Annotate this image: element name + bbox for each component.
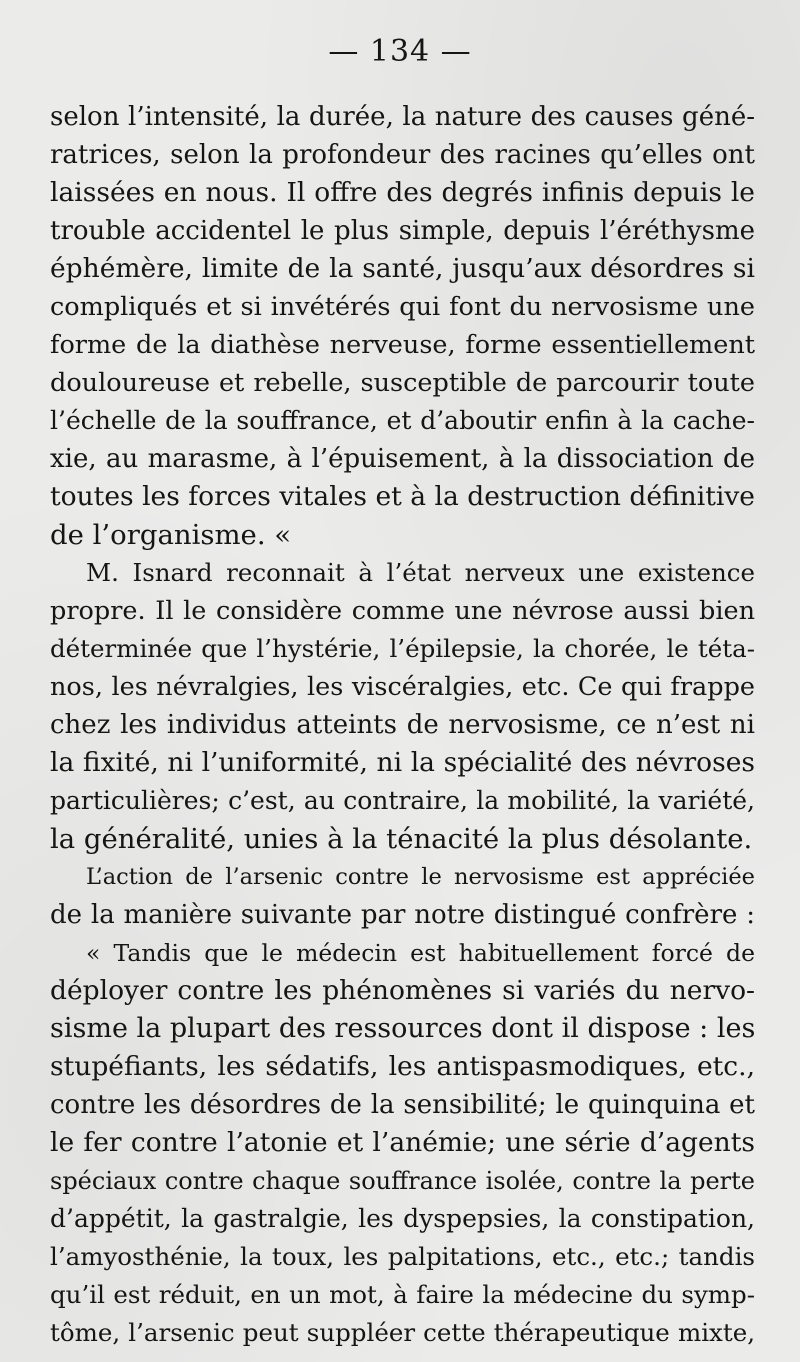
text-line: M. Isnard reconnait à l’état nerveux une existence bbox=[86, 558, 755, 587]
text-line: de l’organisme. « bbox=[50, 519, 292, 551]
text-line: le fer contre l’atonie et l’anémie; une série d’agents bbox=[50, 1127, 755, 1158]
text-line: la fixité, ni l’uniformité, ni la spécialité des névroses bbox=[50, 747, 755, 778]
text-line: douloureuse et rebelle, susceptible de parcourir toute bbox=[50, 368, 755, 398]
text-line: selon l’intensité, la durée, la nature des causes géné- bbox=[50, 102, 755, 132]
text-line: la généralité, unies à la ténacité la plus désolante. bbox=[50, 823, 753, 855]
text-line: sisme la plupart des ressources dont il dispose : les bbox=[50, 1013, 756, 1044]
text-line: ratrices, selon la profondeur des racines qu’elles ont bbox=[50, 140, 755, 170]
body-text bbox=[50, 98, 755, 1352]
text-line: trouble accidentel le plus simple, depuis l’éréthysme bbox=[50, 216, 755, 246]
text-line: « Tandis que le médecin est habituellement forcé de bbox=[86, 939, 755, 967]
text-line: d’appétit, la gastralgie, les dyspepsies, la constipation, bbox=[50, 1204, 755, 1233]
text-line: propre. Il le considère comme une névrose aussi bien bbox=[50, 596, 755, 626]
text-line: déterminée que l’hystérie, l’épilepsie, la chorée, le téta- bbox=[50, 634, 755, 663]
text-line: déployer contre les phénomènes si variés du nervo- bbox=[50, 975, 755, 1006]
text-line: chez les individus atteints de nervosisme, ce n’est ni bbox=[50, 710, 755, 740]
text-line: laissées en nous. Il offre des degrés infinis depuis le bbox=[50, 177, 755, 208]
page-number: — 134 — bbox=[328, 34, 472, 69]
text-line: stupéfiants, les sédatifs, les antispasmodiques, etc., bbox=[50, 1051, 755, 1082]
text-line: qu’il est réduit, en un mot, à faire la médecine du symp- bbox=[50, 1280, 755, 1309]
text-line: compliqués et si invétérés qui font du nervosisme une bbox=[50, 292, 755, 322]
text-line: xie, au marasme, à l’épuisement, à la dissociation de bbox=[50, 444, 755, 474]
text-line: de la manière suivante par notre distingué confrère : bbox=[50, 900, 755, 930]
text-line: forme de la diathèse nerveuse, forme essentiellement bbox=[50, 330, 755, 360]
text-line: nos, les névralgies, les viscéralgies, etc. Ce qui frappe bbox=[50, 672, 755, 702]
text-line: particulières; c’est, au contraire, la mobilité, la variété, bbox=[50, 786, 755, 815]
text-line: toutes les forces vitales et à la destruction définitive bbox=[50, 481, 755, 512]
text-line: tôme, l’arsenic peut suppléer cette thérapeutique mixte, bbox=[50, 1318, 755, 1347]
text-line: L’action de l’arsenic contre le nervosisme est appréciée bbox=[86, 864, 755, 890]
text-line: l’échelle de la souffrance, et d’aboutir enfin à la cache- bbox=[50, 406, 755, 435]
text-line: éphémère, limite de la santé, jusqu’aux désordres si bbox=[50, 253, 755, 284]
text-line: l’amyosthénie, la toux, les palpitations, etc., etc.; tandis bbox=[50, 1242, 755, 1271]
text-line: spéciaux contre chaque souffrance isolée, contre la perte bbox=[50, 1167, 755, 1195]
text-line: contre les désordres de la sensibilité; le quinquina et bbox=[50, 1090, 755, 1120]
